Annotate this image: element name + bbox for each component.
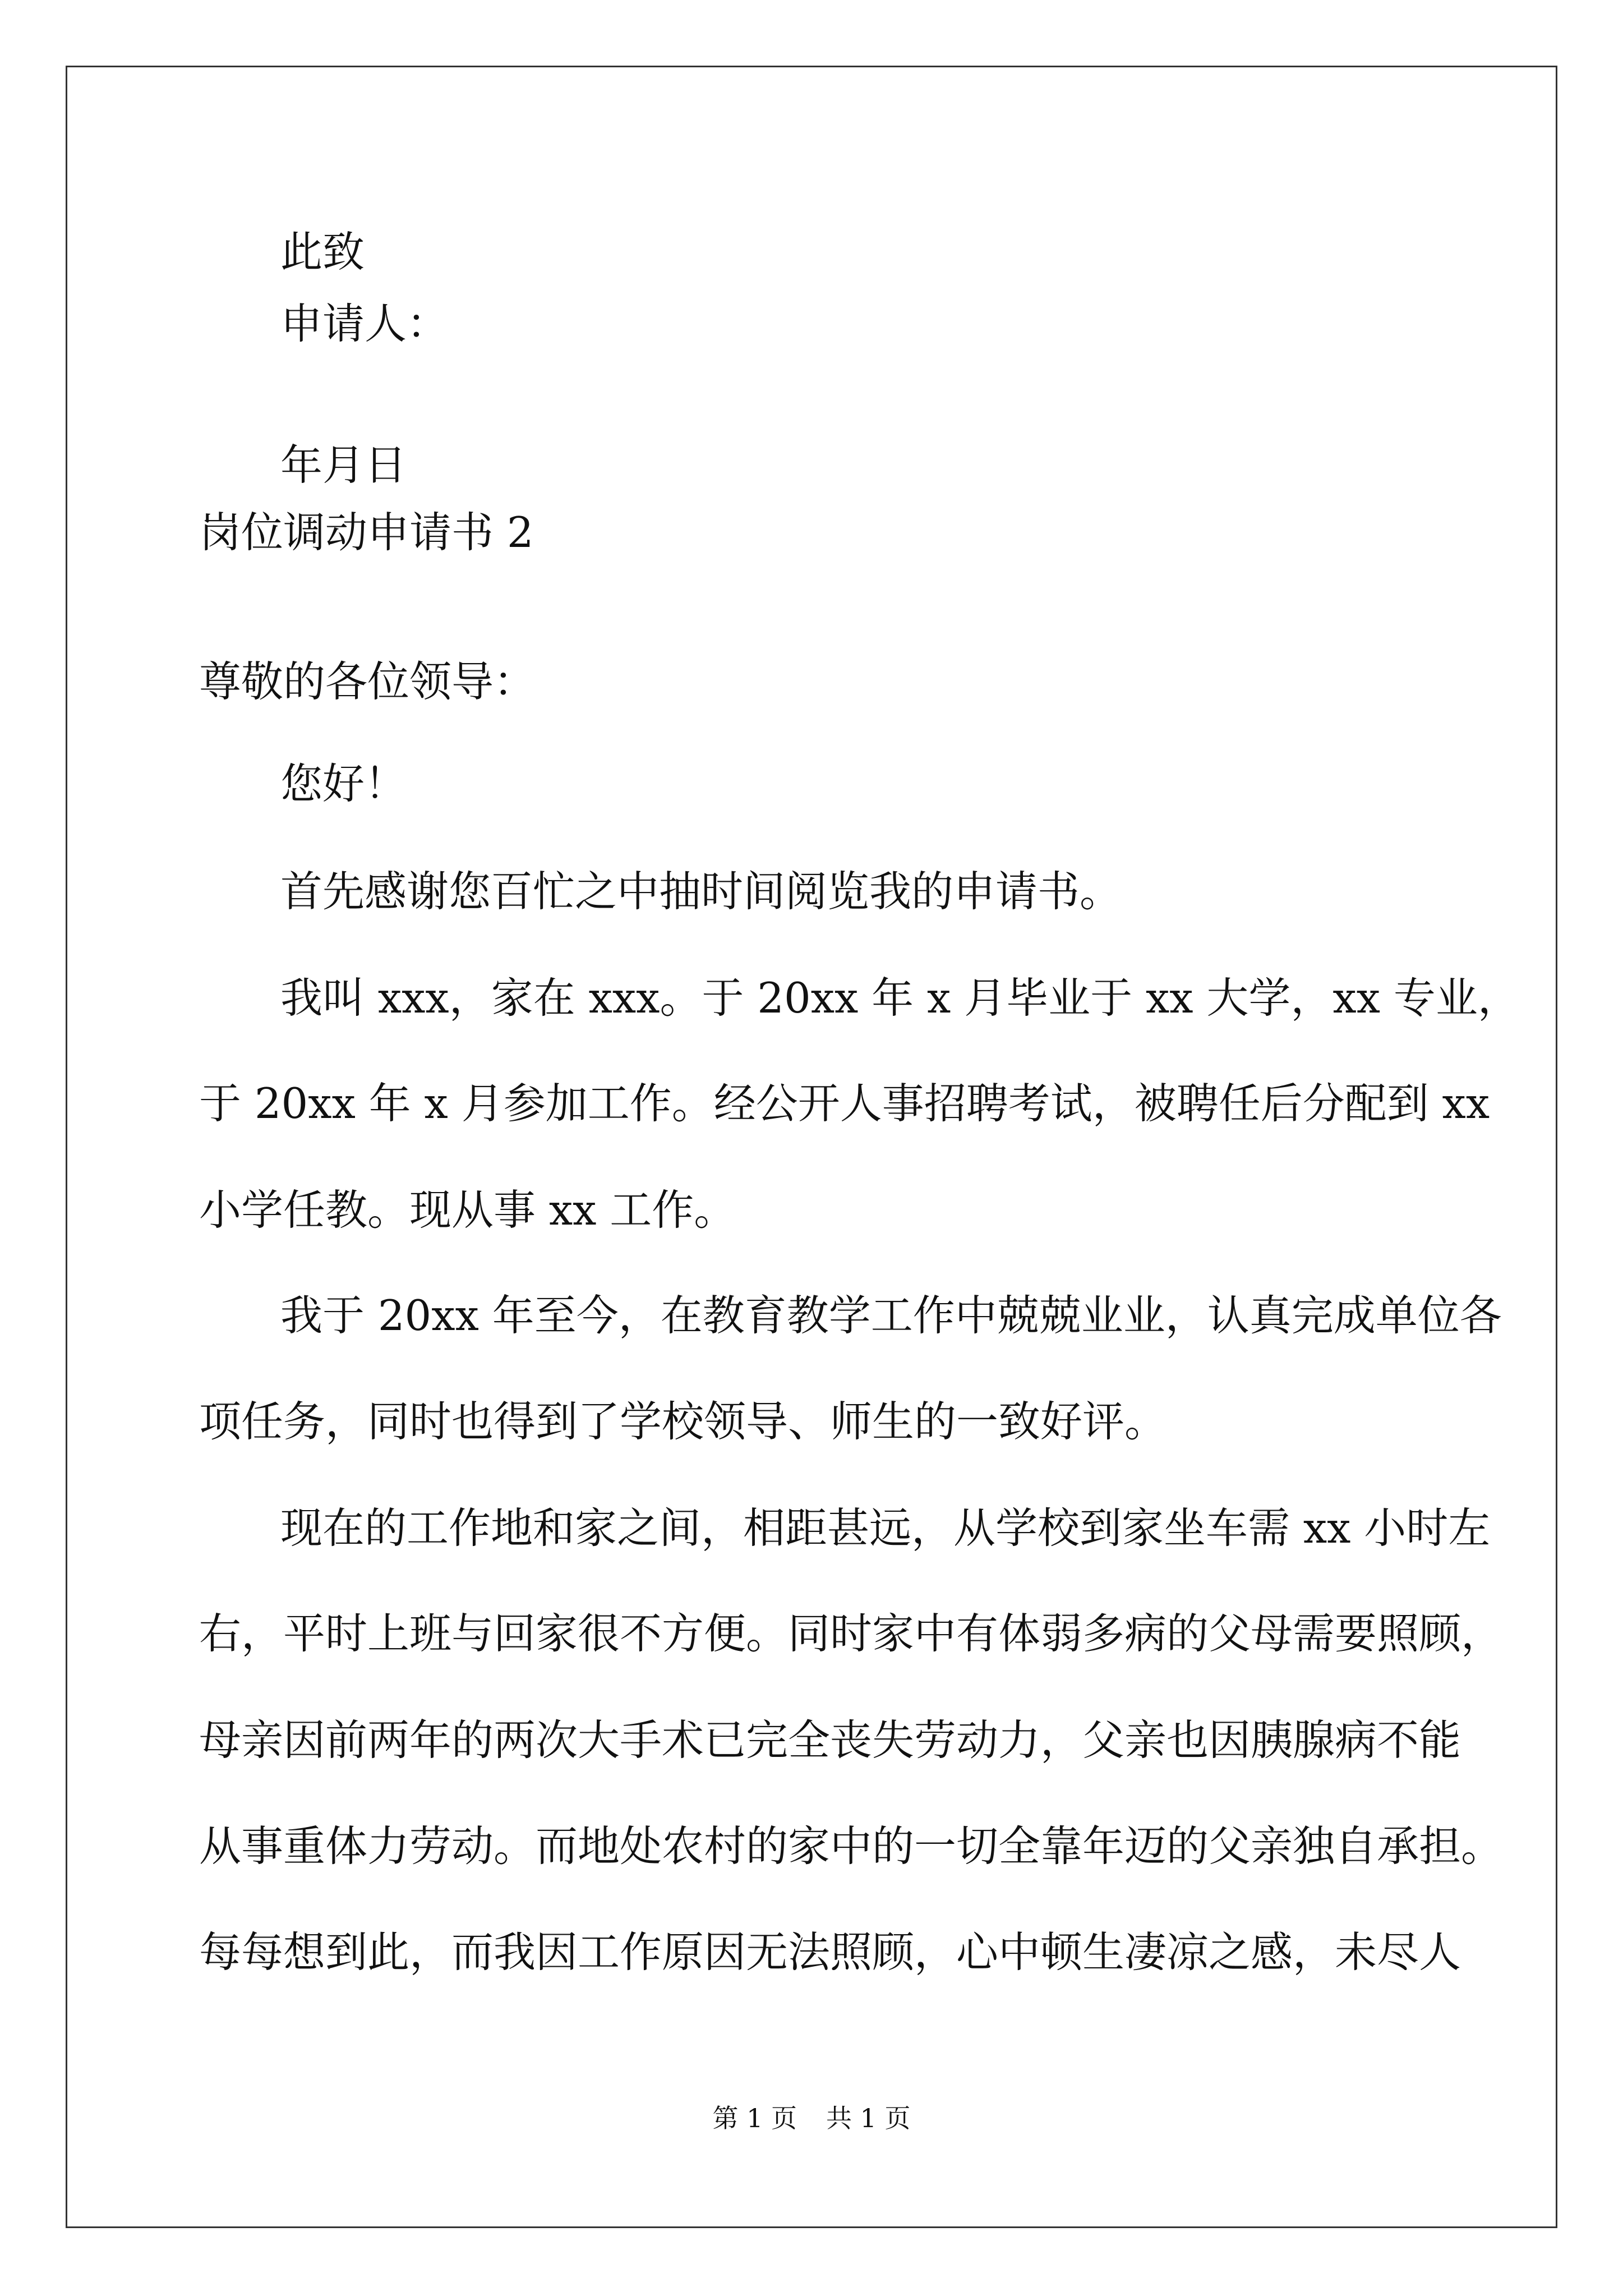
- body-line: 小学任教。现从事 xx 工作。: [199, 1185, 736, 1235]
- body-line: 母亲因前两年的两次大手术已完全丧失劳动力，父亲也因胰腺病不能: [199, 1715, 1461, 1765]
- document-title: 岗位调动申请书 2: [199, 508, 534, 557]
- body-line: 现在的工作地和家之间，相距甚远，从学校到家坐车需 xx 小时左: [280, 1503, 1491, 1553]
- body-line: 从事重体力劳动。而地处农村的家中的一切全靠年迈的父亲独自承担。: [199, 1821, 1504, 1871]
- applicant-label: 申请人：: [280, 299, 449, 348]
- body-line: 我于 20xx 年至今，在教育教学工作中兢兢业业，认真完成单位各: [280, 1291, 1502, 1340]
- hello-line: 您好！: [280, 759, 407, 808]
- page-total: 共 1 页: [826, 2103, 911, 2133]
- date-label: 年月日: [280, 440, 407, 490]
- body-line: 首先感谢您百忙之中抽时间阅览我的申请书。: [280, 867, 1122, 916]
- body-line: 我叫 xxx，家在 xxx。于 20xx 年 x 月毕业于 xx 大学，xx 专业，: [280, 973, 1520, 1023]
- page-number: 第 1 页: [712, 2103, 797, 2133]
- closing-salutation: 此致: [280, 227, 365, 277]
- body-line: 项任务，同时也得到了学校领导、师生的一致好评。: [199, 1397, 1167, 1446]
- greeting-line: 尊敬的各位领导：: [199, 657, 536, 706]
- body-line: 于 20xx 年 x 月参加工作。经公开人事招聘考试，被聘任后分配到 xx: [199, 1079, 1490, 1128]
- page-footer: [0, 2098, 1623, 2135]
- body-line: 右，平时上班与回家很不方便。同时家中有体弱多病的父母需要照顾，: [199, 1609, 1504, 1658]
- body-line: 每每想到此，而我因工作原因无法照顾，心中顿生凄凉之感，未尽人: [199, 1927, 1461, 1977]
- page-border: [66, 66, 1557, 2228]
